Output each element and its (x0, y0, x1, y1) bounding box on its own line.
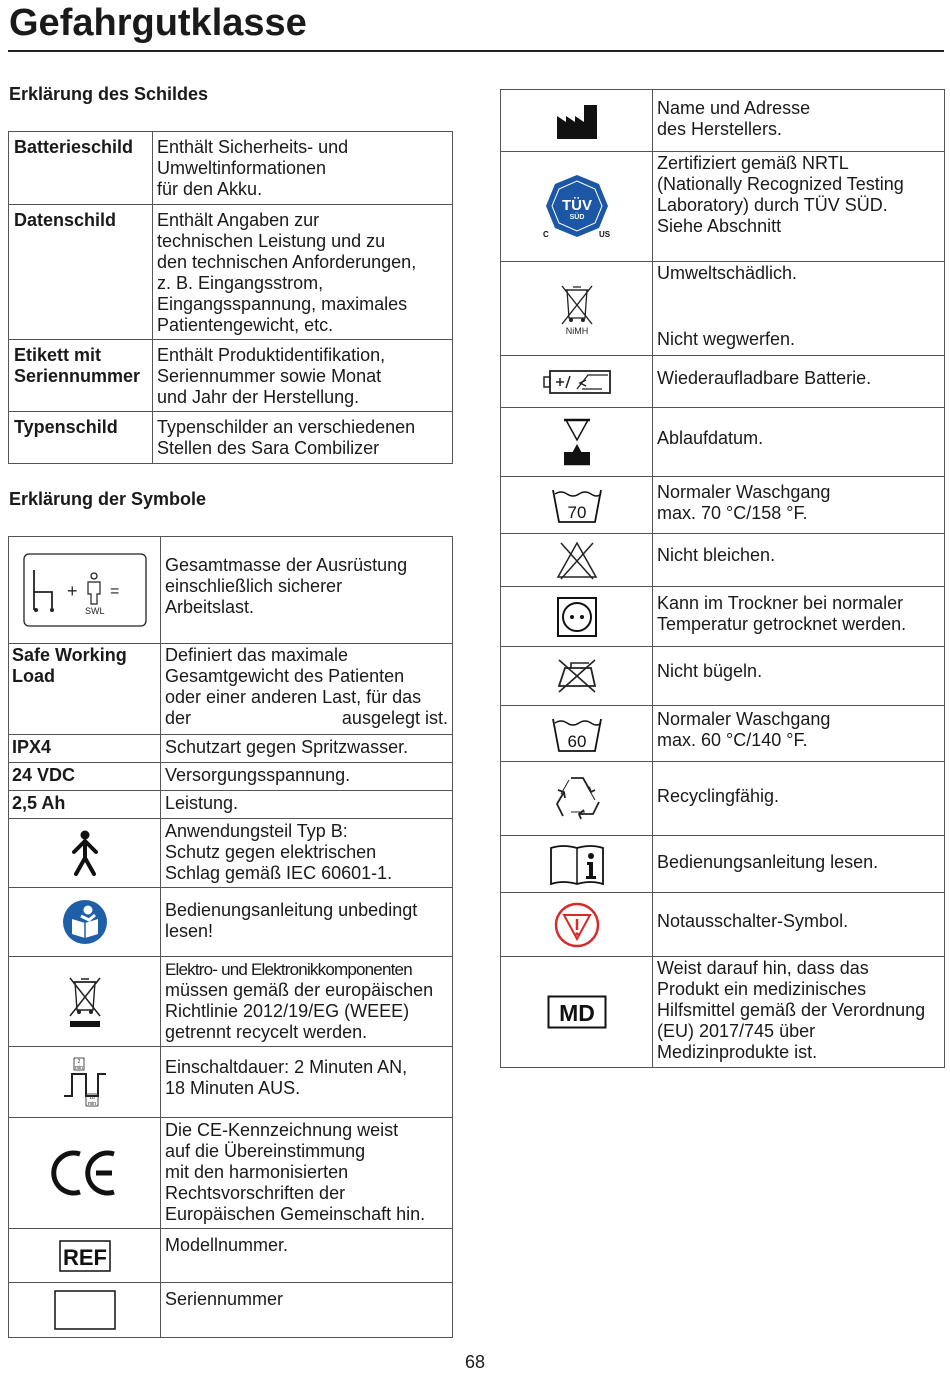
row-text: Zertifiziert gemäß NRTL (Nationally Recognized Testing Laboratory) durch TÜV SÜD. Siehe Abschnitt (653, 152, 945, 262)
weee-bin-icon (9, 957, 161, 1047)
row-text: Bedienungsanleitung lesen. (653, 836, 945, 893)
row-text: Name und Adresse des Herstellers. (653, 90, 945, 152)
row-text: Definiert das maximale Gesamtgewicht des Patienten oder einer anderen Last, für das der ausgelegt ist. (161, 644, 453, 735)
no-bleach-icon (501, 534, 653, 587)
svg-text:NiMH: NiMH (565, 325, 588, 336)
table-row (501, 957, 945, 1068)
type-b-applied-part-icon (9, 819, 161, 888)
row-label: Safe Working Load (9, 644, 161, 735)
row-text: Elektro- und Elektronikkomponenten müssen gemäß der europäischen Richtlinie 2012/19/EG (WEEE) getrennt recycelt werden. (161, 957, 453, 1047)
rechargeable-battery-icon (501, 356, 653, 408)
read-manual-mandatory-icon (9, 888, 161, 957)
table-row (9, 1118, 453, 1229)
table-row (9, 1283, 453, 1338)
ref-icon (9, 1229, 161, 1283)
table-row (501, 762, 945, 836)
tuv-nrtl-icon (501, 152, 653, 262)
row-text: Modellnummer. (161, 1229, 453, 1283)
page-title: Gefahrgutklasse (9, 2, 307, 44)
row-text: Kann im Trockner bei normaler Temperatur getrocknet werden. (653, 587, 945, 647)
svg-text:=: = (109, 583, 119, 600)
labels-table (8, 131, 453, 464)
table-row (501, 152, 945, 262)
medical-device-icon (501, 957, 653, 1068)
row-label: IPX4 (9, 735, 161, 763)
svg-text:min: min (74, 1065, 83, 1071)
table-row (9, 132, 453, 205)
row-label: 24 VDC (9, 763, 161, 791)
table-row (501, 587, 945, 647)
read-manual-icon (501, 836, 653, 893)
svg-text:SWL: SWL (84, 606, 105, 616)
svg-text:+: + (66, 581, 78, 601)
tumble-dry-icon (501, 587, 653, 647)
row-label: Datenschild (9, 205, 153, 340)
svg-text:TÜV: TÜV (561, 196, 592, 214)
table-row (501, 706, 945, 762)
row-text: Ablaufdatum. (653, 408, 945, 477)
svg-text:MD: MD (558, 1000, 595, 1026)
row-text: Enthält Sicherheits- und Umweltinformationen für den Akku. (153, 132, 453, 205)
emergency-stop-icon (501, 893, 653, 957)
row-label: Batterieschild (9, 132, 153, 205)
table-row (9, 412, 453, 464)
table-row (9, 340, 453, 412)
table-row (9, 888, 453, 957)
total-mass-icon (9, 537, 161, 644)
svg-text:REF: REF (62, 1244, 107, 1270)
table-row (9, 957, 453, 1047)
row-text: Wiederaufladbare Batterie. (653, 356, 945, 408)
table-row (501, 534, 945, 587)
table-row (501, 893, 945, 957)
symbols-table (8, 536, 453, 1338)
table-row (9, 205, 453, 340)
svg-text:C: C (542, 229, 549, 239)
svg-text:60: 60 (567, 731, 586, 751)
row-text: Normaler Waschgang max. 70 °C/158 °F. (653, 477, 945, 534)
table-row (9, 735, 453, 763)
table-row (9, 763, 453, 791)
table-row (501, 262, 945, 356)
labels-section-title: Erklärung des Schildes (9, 84, 209, 104)
row-text: Recyclingfähig. (653, 762, 945, 836)
row-text: Schutzart gegen Spritzwasser. (161, 735, 453, 763)
page-number: 68 (464, 1352, 486, 1372)
title-rule (8, 50, 944, 52)
table-row (9, 819, 453, 888)
table-row (501, 356, 945, 408)
row-text: Anwendungsteil Typ B: Schutz gegen elektrischen Schlag gemäß IEC 60601-1. (161, 819, 453, 888)
table-row (9, 644, 453, 735)
symbols-table-right (500, 89, 945, 1068)
table-row (9, 1047, 453, 1118)
row-text: Nicht bleichen. (653, 534, 945, 587)
row-text: Umweltschädlich. Nicht wegwerfen. (653, 262, 945, 356)
svg-text:US: US (598, 229, 610, 239)
nimh-bin-icon (501, 262, 653, 356)
serial-number-box-icon (9, 1283, 161, 1338)
row-text: Enthält Angaben zur technischen Leistung und zu den technischen Anforderungen, z. B. Eingangsstrom, Eingangsspannung, maximales Patientengewicht, etc. (153, 205, 453, 340)
recycling-icon (501, 762, 653, 836)
row-text: Gesamtmasse der Ausrüstung einschließlich sicherer Arbeitslast. (161, 537, 453, 644)
table-row (501, 408, 945, 477)
row-text: Leistung. (161, 791, 453, 819)
svg-text:SÜD: SÜD (569, 213, 584, 221)
symbols-section-title: Erklärung der Symbole (9, 489, 207, 509)
table-row (501, 647, 945, 706)
ce-mark-icon (9, 1118, 161, 1229)
row-label: Etikett mit Seriennummer (9, 340, 153, 412)
wash-60-icon (501, 706, 653, 762)
duty-cycle-icon (9, 1047, 161, 1118)
row-text: Enthält Produktidentifikation, Seriennummer sowie Monat und Jahr der Herstellung. (153, 340, 453, 412)
table-row (501, 836, 945, 893)
row-text: Einschaltdauer: 2 Minuten AN, 18 Minuten AUS. (161, 1047, 453, 1118)
svg-text:min: min (87, 1101, 96, 1107)
row-text: Typenschilder an verschiedenen Stellen des Sara Combilizer (153, 412, 453, 464)
wash-70-icon (501, 477, 653, 534)
row-label: 2,5 Ah (9, 791, 161, 819)
row-text: Versorgungsspannung. (161, 763, 453, 791)
row-text: Weist darauf hin, dass das Produkt ein medizinisches Hilfsmittel gemäß der Verordnung (EU) 2017/745 über Medizinprodukte ist. (653, 957, 945, 1068)
manufacturer-icon (501, 90, 653, 152)
table-row (9, 537, 453, 644)
no-iron-icon (501, 647, 653, 706)
svg-text:2: 2 (77, 1059, 80, 1065)
hourglass-icon (501, 408, 653, 477)
row-text: Nicht bügeln. (653, 647, 945, 706)
table-row (9, 791, 453, 819)
row-text: Notausschalter-Symbol. (653, 893, 945, 957)
row-text: Seriennummer (161, 1283, 453, 1338)
table-row (501, 90, 945, 152)
table-row (501, 477, 945, 534)
row-label: Typenschild (9, 412, 153, 464)
table-row (9, 1229, 453, 1283)
row-text: Normaler Waschgang max. 60 °C/140 °F. (653, 706, 945, 762)
svg-text:18: 18 (88, 1095, 95, 1101)
svg-text:70: 70 (567, 503, 586, 522)
row-text: Bedienungsanleitung unbedingt lesen! (161, 888, 453, 957)
row-text: Die CE-Kennzeichnung weist auf die Übereinstimmung mit den harmonisierten Rechtsvorschriften der Europäischen Gemeinschaft hin. (161, 1118, 453, 1229)
